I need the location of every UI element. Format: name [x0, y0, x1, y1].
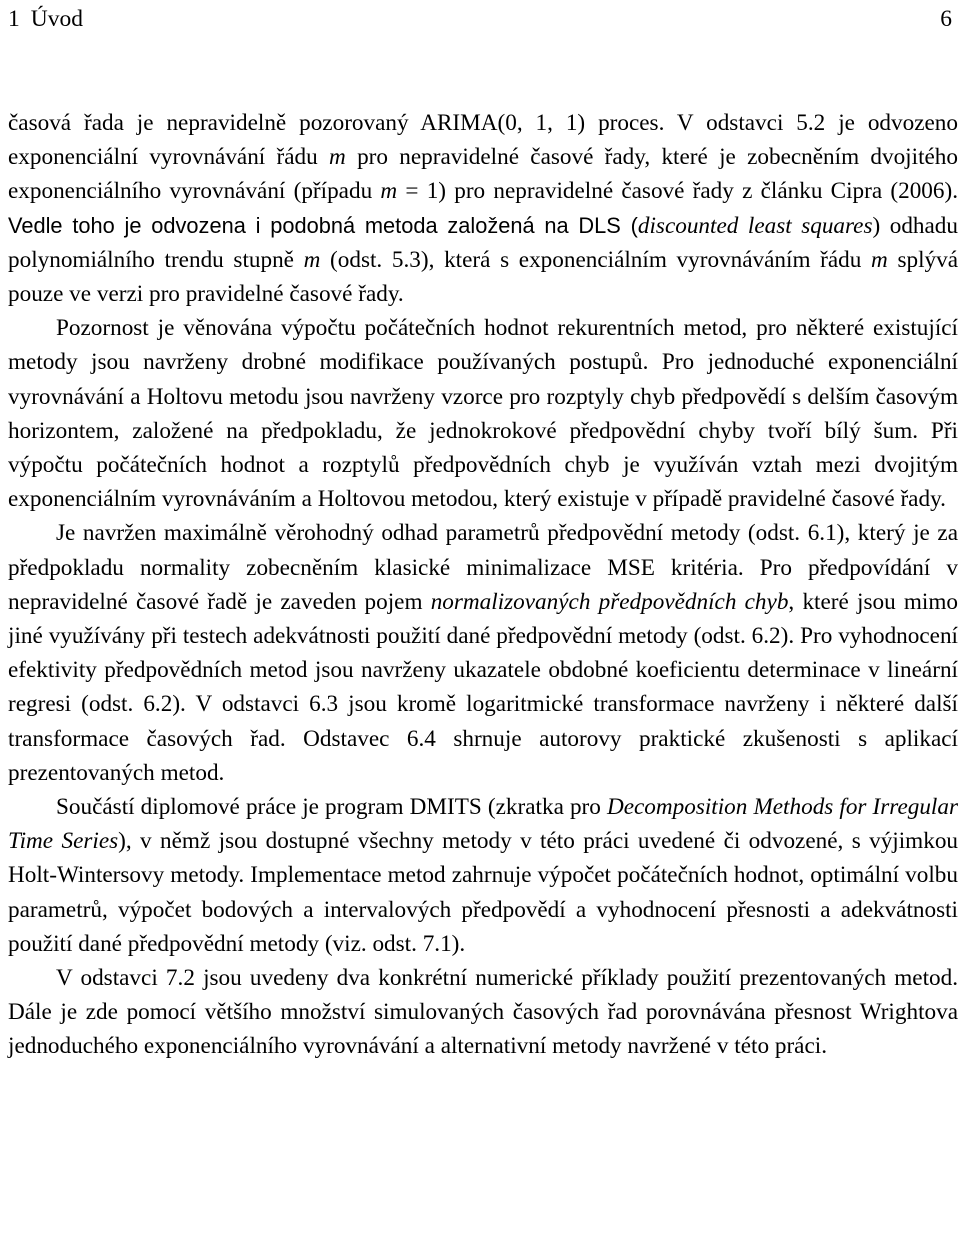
paragraph-3	[8, 516, 958, 790]
math-variable: m	[380, 178, 398, 205]
page-number: 6	[940, 6, 952, 32]
text-run: pro nepravidelné časové řady, které je zobecněním dvojitého exponenciálního vyrovnávání (případu	[8, 144, 958, 205]
chapter-heading	[8, 2, 83, 36]
paragraph-2	[8, 311, 958, 516]
body-text	[8, 106, 958, 1064]
program-title: Decomposition Methods for Irregular Time Series	[8, 794, 958, 855]
paragraph-1	[8, 106, 958, 311]
text-run: časová řada je nepravidelně pozorovaný ARIMA(0, 1, 1) proces. V odstavci 5.2 je odvozeno exponenciální vyrovnávání řádu	[8, 110, 958, 171]
text-run: Je navržen maximálně věrohodný odhad parametrů předpovědní metody (odst. 6.1), který je za předpokladu normality zobecněním klasické minimalizace MSE kritéria. Pro předpovídání v nepravidelné časové řadě je zaveden pojem	[8, 520, 958, 615]
text-run: Vedle toho je odvozena i podobná metoda založená na DLS (	[8, 212, 638, 238]
text-run: , které jsou mimo jiné využívány při testech adekvátnosti použití dané předpovědní metody (odst. 6.2). Pro vyhodnocení efektivity předpovědních metod jsou navrženy ukazatele obdobné koeficientu determinace v lineární regresi (odst. 6.2). V odstavci 6.3 jsou kromě logaritmické transformace navrženy i některé další transformace časových řad. Odstavec 6.4 shrnuje autorovy praktické zkušenosti s aplikací prezentovaných metod.	[8, 588, 958, 786]
paragraph-5	[8, 961, 958, 1064]
text-run: V odstavci 7.2 jsou uvedeny dva konkrétní numerické příklady použití prezentovaných metod. Dále je zde pomocí většího množství simulovaných časových řad porovnávána přesnost Wrightova jednoduchého exponenciálního vyrovnávání a alternativní metody navržené v této práci.	[8, 965, 958, 1060]
math-variable: m	[329, 144, 346, 171]
chapter-number: 1	[8, 6, 20, 32]
math-equals: =	[397, 178, 427, 205]
math-variable: m	[303, 246, 321, 273]
text-run: ), v němž jsou dostupné všechny metody v této práci uvedené či odvozené, s výjimkou Holt-Wintersovy metody. Implementace metod zahrnuje výpočet počátečních hodnot, optimální volbu parametrů, výpočet bodových a intervalových předpovědí a vyhodnocení přesnosti a adekvátnosti použití dané předpovědní metody (viz. odst. 7.1).	[8, 828, 959, 957]
text-run: Součástí diplomové práce je program DMITS (zkratka pro	[56, 794, 607, 821]
text-run: ) pro nepravidelné časové řady z článku Cipra (2006).	[438, 178, 959, 205]
text-run: Pozornost je věnována výpočtu počátečních hodnot rekurentních metod, pro některé existující metody jsou navrženy drobné modifikace používaných postupů. Pro jednoduché exponenciální vyrovnávání a Holtovu metodu jsou navrženy vzorce pro rozptyly chyb předpovědí s delším časovým horizontem, založené na předpokladu, že jednokrokové předpovědní chyby tvoří bílý šum. Při výpočtu počátečních hodnot a rozptylů předpovědních chyb je využíván vztah mezi dvojitým exponenciálním vyrovnáváním a Holtovou metodou, který existuje v případě pravidelné časové řady.	[8, 315, 958, 513]
math-value: 1	[426, 178, 439, 205]
text-run: splývá pouze ve verzi pro pravidelné časové řady.	[8, 246, 958, 308]
math-variable: m	[871, 246, 888, 273]
term-dls: discounted least squares	[637, 212, 873, 239]
paragraph-4	[8, 790, 958, 961]
running-head	[8, 2, 952, 36]
text-run: ) odhadu polynomiálního trendu stupně	[8, 212, 958, 273]
term-normalized-errors: normalizovaných předpovědních chyb	[430, 588, 789, 615]
text-run: (odst. 5.3), která s exponenciálním vyrovnáváním řádu	[320, 246, 872, 273]
chapter-title: Úvod	[30, 6, 83, 32]
